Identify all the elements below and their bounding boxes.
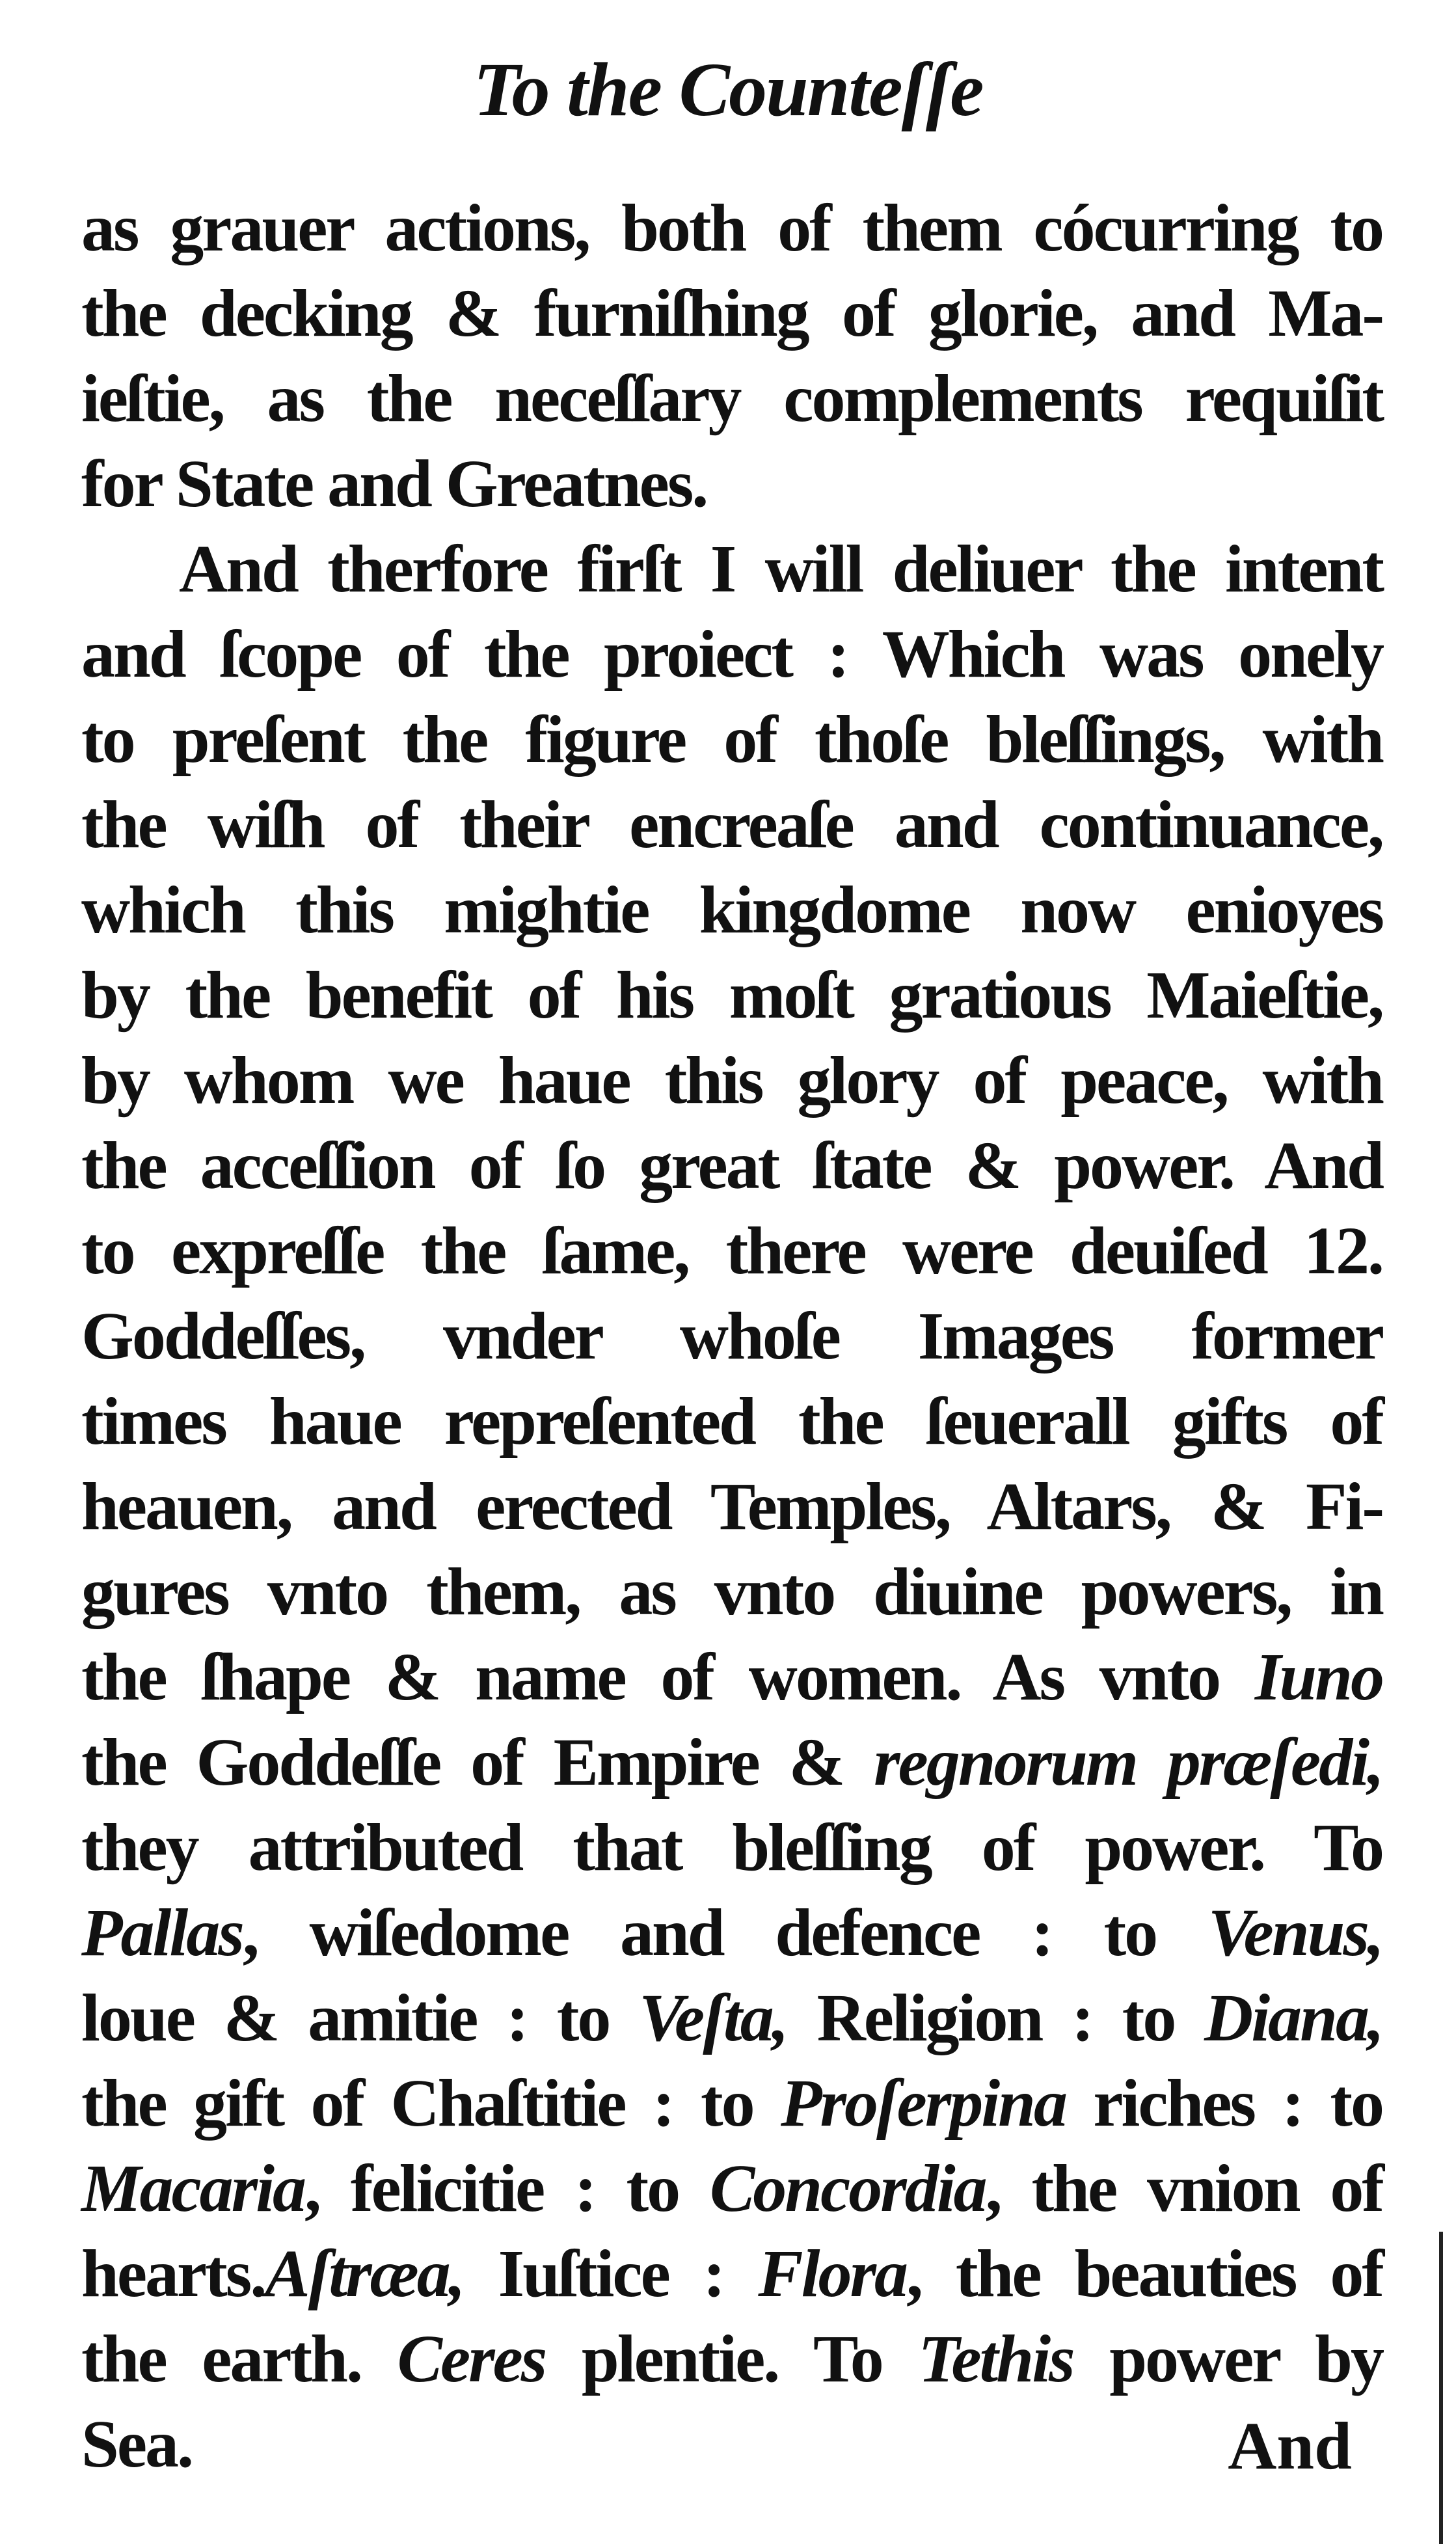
text-line: And therfore firſt I will deliuer the intent (179, 532, 1382, 606)
text-line (81, 2061, 1382, 2146)
text-segment: power by (1073, 2321, 1382, 2396)
text-segment: Iuſtice : (463, 2236, 759, 2311)
text-line: for State and Greatnes. (81, 446, 707, 521)
italic-name: Veſta, (639, 1981, 787, 2055)
italic-name: Proſerpina (780, 2066, 1066, 2141)
text-line: times haue repreſented the ſeuerall gifts of (81, 1384, 1382, 1459)
text-segment: , felicitie : to (304, 2151, 679, 2226)
text-line: by whom we haue this glory of peace, with (81, 1043, 1382, 1118)
text-line (81, 1634, 1382, 1720)
italic-name: regnorum præſedi, (874, 1725, 1382, 1800)
text-line: they attributed that bleſſing of power. To (81, 1810, 1382, 1885)
text-segment: loue & amitie : to (81, 1981, 610, 2055)
text-line: the decking & furniſhing of glorie, and Ma- (81, 276, 1382, 351)
text-line: as grauer actions, both of them cócurring to (81, 191, 1382, 265)
text-line: to expreſſe the ſame, there were deuiſed 12. (81, 1213, 1382, 1288)
text-line: by the benefit of his moſt gratious Maieſtie, (81, 958, 1382, 1033)
text-line: the acceſſion of ſo great ſtate & power. And (81, 1128, 1382, 1203)
text-segment: riches : to (1065, 2066, 1383, 2141)
text-line: Sea. (81, 2407, 192, 2482)
text-line: gures vnto them, as vnto diuine powers, in (81, 1554, 1382, 1629)
text-segment: Religion : to (787, 1981, 1205, 2055)
text-line: which this mightie kingdome now enioyes (81, 873, 1382, 947)
text-segment: hearts. (81, 2236, 265, 2311)
italic-name: Venus, (1207, 1895, 1382, 1970)
italic-name: Macaria (81, 2151, 304, 2226)
italic-name: Iuno (1254, 1640, 1383, 1714)
text-line: to preſent the figure of thoſe bleſſings, with (81, 702, 1382, 777)
italic-name: Ceres (397, 2321, 546, 2396)
text-line (81, 2316, 1382, 2402)
text-segment: , wiſedome and defence : to (242, 1895, 1157, 1970)
text-line: heauen, and erected Temples, Altars, & Fi- (81, 1469, 1382, 1544)
text-segment: the Goddeſſe of Empire & (81, 1725, 844, 1800)
italic-name: Flora (758, 2236, 906, 2311)
text-line (81, 1975, 1382, 2061)
text-line: Goddeſſes, vnder whoſe Images former (81, 1299, 1382, 1373)
text-line: and ſcope of the proiect : Which was onely (81, 617, 1382, 692)
text-segment: the ſhape & name of women. As vnto (81, 1640, 1220, 1714)
catchword: And (1228, 2409, 1352, 2483)
text-segment: , the beauties of (906, 2236, 1382, 2311)
text-line (81, 1890, 1382, 1975)
page-edge-divider (1439, 2232, 1443, 2544)
italic-name: Diana, (1204, 1981, 1383, 2055)
text-line: ieſtie, as the neceſſary complements requiſit (81, 361, 1382, 436)
text-segment: the earth. (81, 2321, 362, 2396)
text-segment: plentie. To (545, 2321, 919, 2396)
body-text (81, 185, 1382, 2487)
text-line: the wiſh of their encreaſe and continuance, (81, 787, 1382, 862)
text-line (81, 2231, 1382, 2316)
text-segment: the gift of Chaſtitie : to (81, 2066, 753, 2141)
text-line (81, 1720, 1382, 1805)
italic-name: Aſtræa, (265, 2236, 464, 2311)
running-title: To the Counteſſe (473, 47, 983, 132)
italic-name: Pallas (81, 1895, 243, 1970)
text-line (81, 2146, 1382, 2231)
text-segment: , the vnion of (985, 2151, 1383, 2226)
italic-name: Concordia (709, 2151, 986, 2226)
italic-name: Tethis (918, 2321, 1073, 2396)
